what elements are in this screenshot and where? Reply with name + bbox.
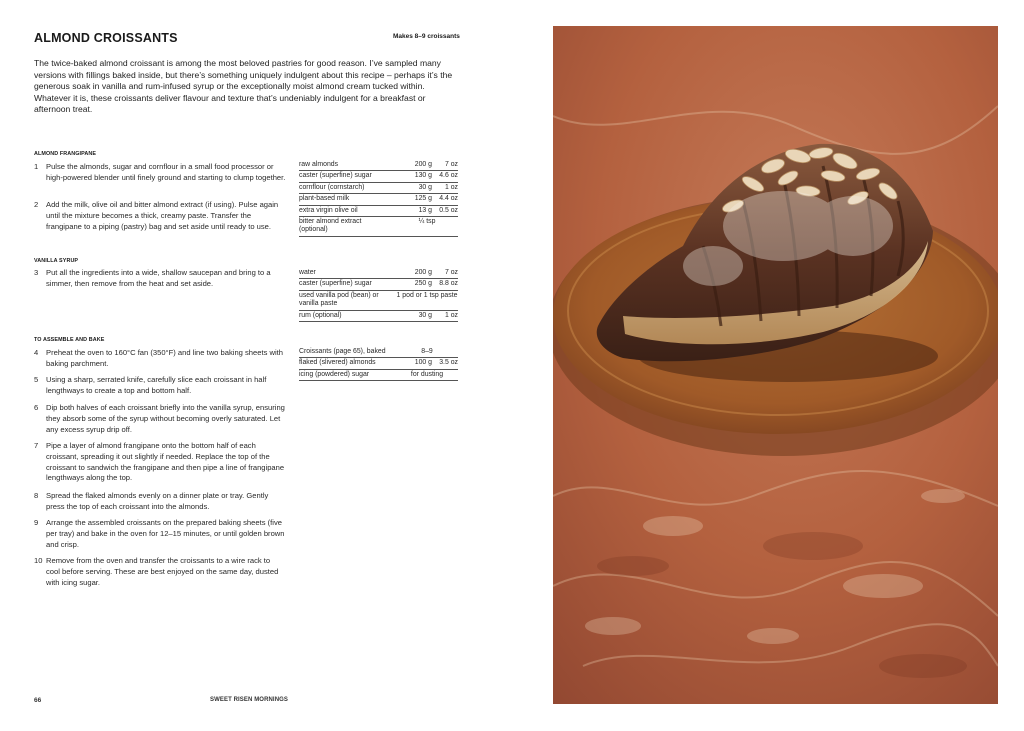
- ingredient-metric: 200 g: [414, 269, 432, 276]
- step-number: 1: [34, 162, 39, 171]
- ingredient-name: flaked (slivered) almonds: [299, 359, 376, 367]
- ingredient-name: caster (superfine) sugar: [299, 172, 372, 180]
- ingredient-quantity: 8–9: [421, 348, 433, 355]
- step-number: 3: [34, 268, 39, 277]
- ingredient-row: [299, 370, 458, 381]
- ingredient-table-frangipane: [299, 160, 458, 237]
- ingredient-name: cornflour (cornstarch): [299, 183, 365, 191]
- page-number: 66: [34, 697, 42, 704]
- ingredient-row: [299, 268, 458, 279]
- ingredient-imperial: 4.4 oz: [439, 195, 458, 203]
- ingredient-metric: 125 g: [414, 195, 432, 203]
- ingredient-name: plant-based milk: [299, 195, 350, 203]
- step-number: 9: [34, 518, 39, 527]
- step-text: Arrange the assembled croissants on the prepared baking sheets (five per tray) and bake in the oven for 12–15 minutes, or until golden brown and crisp.: [46, 518, 285, 549]
- step-text: Pulse the almonds, sugar and cornflour in a small food processor or high-powered blender until finely ground and starting to clump together.: [46, 162, 286, 182]
- step-text: Pipe a layer of almond frangipane onto the bottom half of each croissant, spreading it out slightly if needed. Replace the top of the croissant to sandwich the frangipane and then pipe a line of frangipane lengthways along the top.: [46, 441, 285, 483]
- ingredient-metric: 30 g: [418, 311, 432, 319]
- method-step: [34, 375, 286, 397]
- ingredient-imperial: 4.6 oz: [439, 172, 458, 180]
- recipe-yield: Makes 8–9 croissants: [393, 33, 460, 40]
- recipe-title: ALMOND CROISSANTS: [34, 31, 178, 45]
- ingredient-metric: 13 g: [418, 206, 432, 214]
- step-number: 8: [34, 491, 39, 500]
- step-text: Using a sharp, serrated knife, carefully slice each croissant in half lengthways to create a top and bottom half.: [46, 375, 267, 395]
- step-text: Dip both halves of each croissant briefly into the vanilla syrup, ensuring they absorb some of the syrup without becoming overly saturated. Let any excess syrup drip off.: [46, 403, 285, 434]
- ingredient-imperial: 3.5 oz: [439, 359, 458, 367]
- ingredient-row: [299, 183, 458, 194]
- ingredient-metric: 100 g: [414, 359, 432, 367]
- ingredient-row: [299, 311, 458, 322]
- ingredient-name: bitter almond extract (optional): [299, 218, 362, 234]
- croissant-photo: [553, 26, 998, 704]
- ingredient-metric: 30 g: [418, 183, 432, 191]
- ingredient-quantity: ¼ tsp: [418, 218, 436, 226]
- ingredient-row: [299, 358, 458, 369]
- ingredient-name: water: [299, 269, 316, 276]
- ingredient-row: [299, 160, 458, 171]
- step-number: 6: [34, 403, 39, 412]
- ingredient-metric: 200 g: [414, 161, 432, 168]
- running-footer: SWEET RISEN MORNINGS: [210, 697, 289, 703]
- ingredient-row: [299, 206, 458, 217]
- step-number: 4: [34, 348, 39, 357]
- method-step: [34, 200, 286, 232]
- ingredient-name: raw almonds: [299, 161, 339, 168]
- section-heading-syrup: VANILLA SYRUP: [34, 258, 79, 264]
- ingredient-table-assemble: [299, 347, 458, 381]
- ingredient-name: used vanilla pod (bean) or vanilla paste: [299, 291, 379, 308]
- ingredient-row: [299, 291, 458, 311]
- section-heading-frangipane: ALMOND FRANGIPANE: [34, 151, 97, 157]
- step-number: 2: [34, 200, 39, 209]
- section-heading-assemble: TO ASSEMBLE AND BAKE: [34, 337, 105, 343]
- ingredient-name: rum (optional): [299, 311, 342, 319]
- method-step: [34, 268, 286, 290]
- ingredient-imperial: 1 oz: [444, 183, 458, 191]
- step-text: Add the milk, olive oil and bitter almond extract (if using). Pulse again until the mixture becomes a thick, creamy paste. Transfer the frangipane to a piping (pastry) bag and set aside until ready to use.: [46, 200, 279, 231]
- ingredient-imperial: 7 oz: [444, 269, 458, 276]
- croissant-photo-illustration: [553, 26, 998, 704]
- ingredient-metric: 130 g: [414, 172, 432, 180]
- ingredient-quantity: for dusting: [410, 370, 444, 378]
- method-step: [34, 441, 286, 484]
- ingredient-quantity: 1 pod or 1 tsp paste: [396, 291, 458, 299]
- ingredient-imperial: 7 oz: [444, 161, 458, 168]
- step-text: Preheat the oven to 160°C fan (350°F) and line two baking sheets with baking parchment.: [46, 348, 283, 368]
- method-step: [34, 518, 286, 550]
- ingredient-name: icing (powdered) sugar: [299, 370, 370, 378]
- method-step: [34, 348, 286, 370]
- step-number: 7: [34, 441, 39, 450]
- ingredient-row: [299, 194, 458, 205]
- step-text: Put all the ingredients into a wide, shallow saucepan and bring to a simmer, then remove from the heat and set aside.: [46, 268, 271, 288]
- method-step: [34, 556, 286, 588]
- method-step: [34, 403, 286, 435]
- step-number: 5: [34, 375, 39, 384]
- step-text: Remove from the oven and transfer the croissants to a wire rack to cool before serving. These are best enjoyed on the same day, dusted with icing sugar.: [46, 556, 279, 587]
- ingredient-imperial: 8.8 oz: [439, 280, 458, 288]
- ingredient-name: Croissants (page 65), baked: [299, 348, 386, 355]
- ingredient-imperial: 0.5 oz: [439, 206, 458, 214]
- ingredient-row: [299, 217, 458, 237]
- method-step: [34, 491, 286, 513]
- step-number: 10: [34, 556, 43, 565]
- ingredient-row: [299, 279, 458, 290]
- ingredient-row: [299, 347, 458, 358]
- recipe-intro: The twice-baked almond croissant is among the most beloved pastries for good reason. I’ve sampled many versions with fillings baked inside, but there’s something uniquely indulgent about this recipe – perhaps it’s the generous soak in vanilla and rum-infused syrup or the exceptionally moist almond cream tucked within. Whatever it is, these croissants deliver flavour and texture that’s undeniably indulgent for a breakfast or afternoon treat.: [34, 58, 453, 115]
- ingredient-metric: 250 g: [414, 280, 432, 288]
- ingredient-imperial: 1 oz: [444, 311, 458, 319]
- ingredient-name: extra virgin olive oil: [299, 206, 358, 214]
- step-text: Spread the flaked almonds evenly on a dinner plate or tray. Gently press the top of each croissant into the almonds.: [46, 491, 269, 511]
- ingredient-name: caster (superfine) sugar: [299, 280, 372, 288]
- method-step: [34, 162, 286, 184]
- ingredient-table-syrup: [299, 268, 458, 322]
- ingredient-row: [299, 171, 458, 182]
